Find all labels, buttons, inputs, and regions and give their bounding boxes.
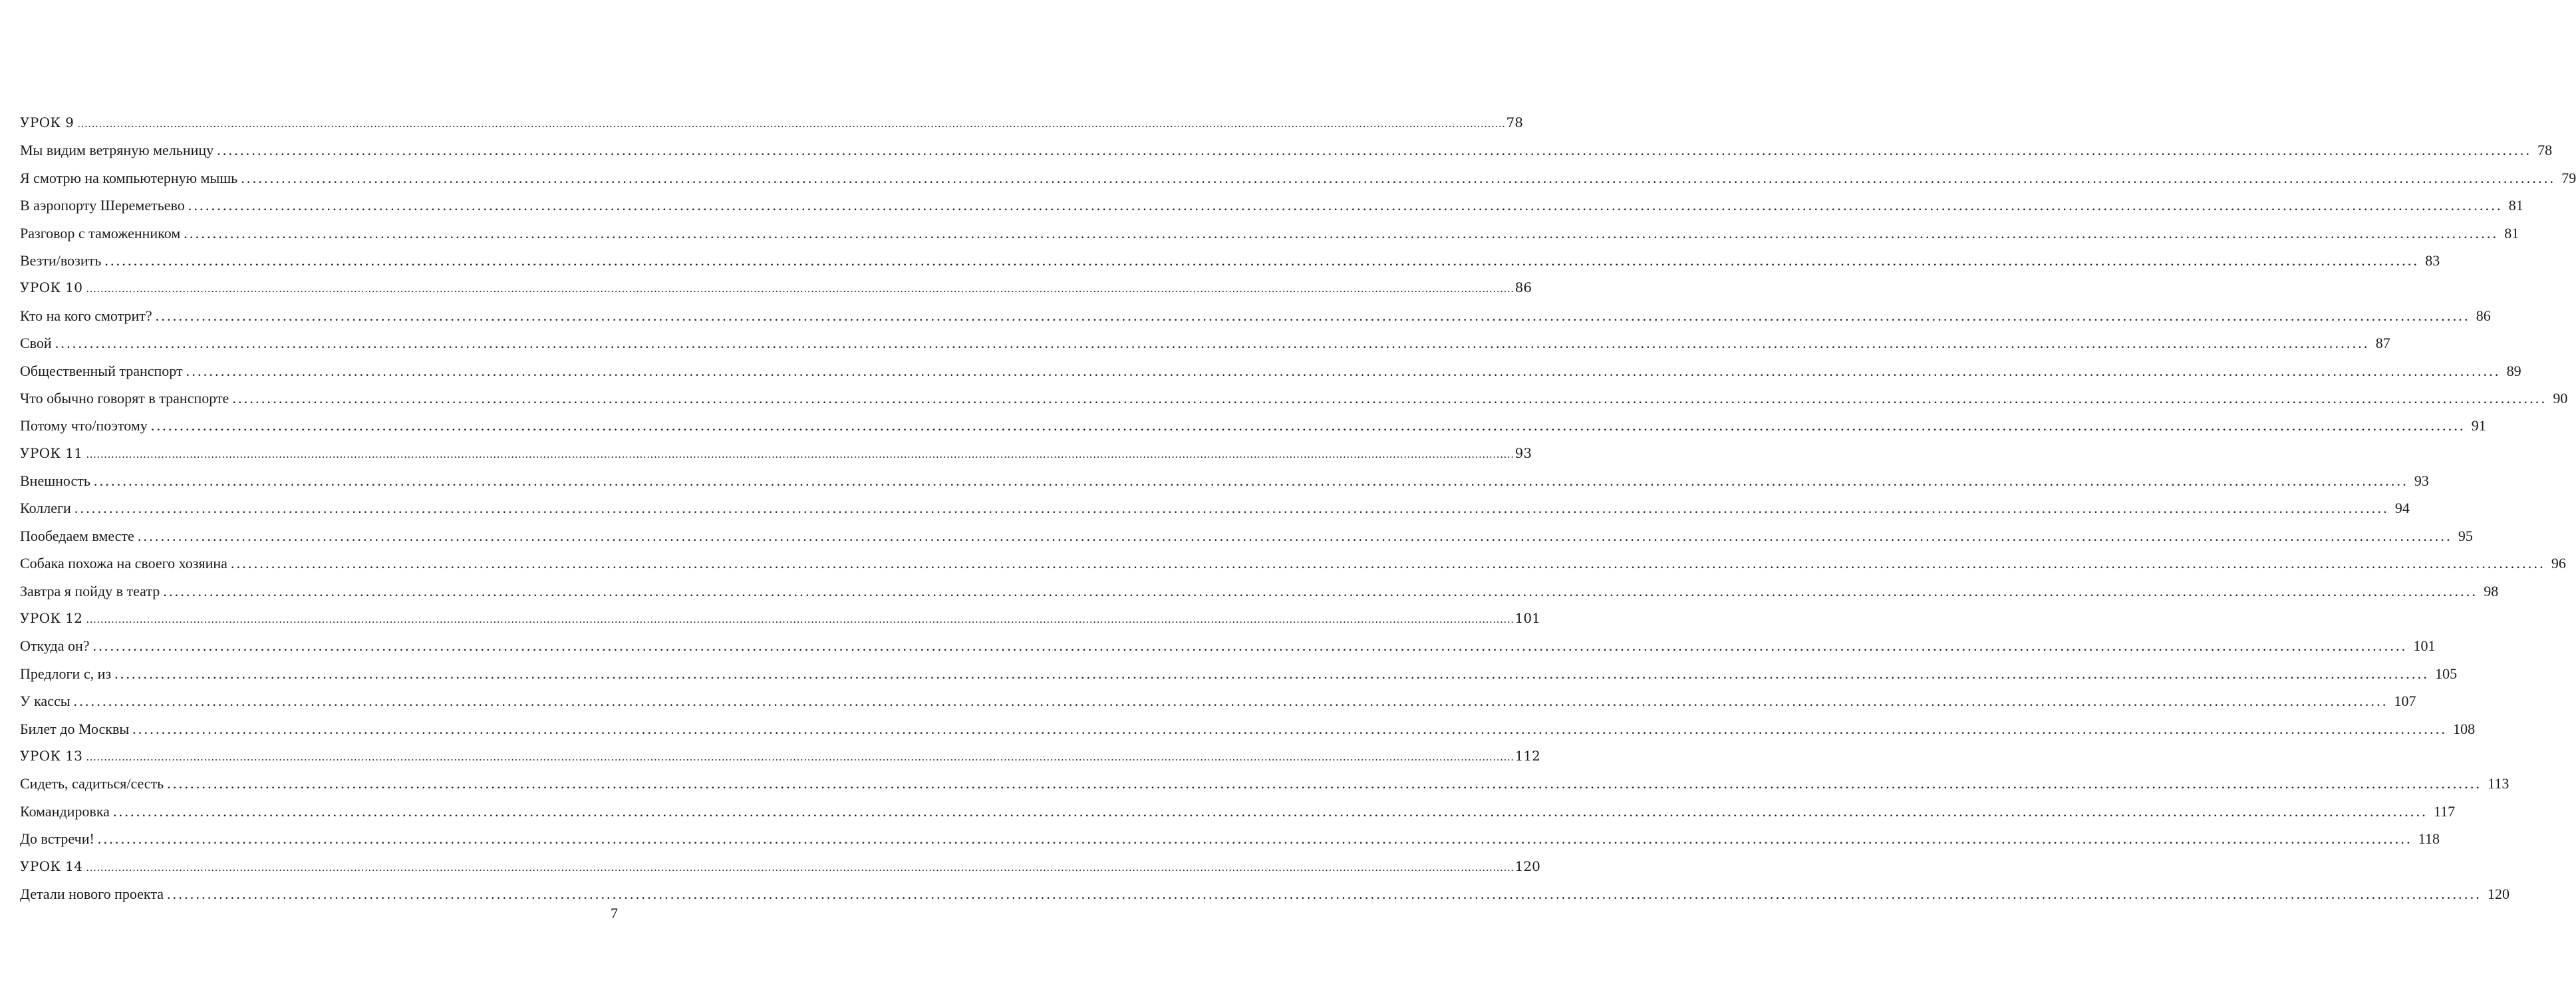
toc-entry-label: Командировка xyxy=(20,802,110,820)
toc-entry[interactable] xyxy=(20,550,2566,577)
toc-entry[interactable] xyxy=(20,274,1532,301)
toc-entry-page: 101 xyxy=(1514,610,1540,627)
toc-entry-label: Мы видим ветряную мельницу xyxy=(20,142,214,159)
toc-entry-label: УРОК 9 xyxy=(20,114,74,130)
dot-leader: ................................................................................................................................................................................................................................................................................................................................................................................................................ xyxy=(86,750,1514,763)
toc-entry[interactable] xyxy=(20,164,2576,192)
dot-leader: ................................................................................................................................................................................................................................................................................................................................................................................................................ xyxy=(86,448,1514,460)
dot-leader: ................................................................................................................................................................................................................................................................................................................................................................................................................ xyxy=(93,472,2408,490)
toc-entry[interactable] xyxy=(20,247,2440,274)
toc-entry-page: 107 xyxy=(2394,693,2416,710)
toc-entry-page: 98 xyxy=(2484,582,2499,599)
toc-entry-page: 113 xyxy=(2488,775,2509,792)
dot-leader: ................................................................................................................................................................................................................................................................................................................................................................................................................ xyxy=(188,197,2503,214)
dot-leader: ................................................................................................................................................................................................................................................................................................................................................................................................................ xyxy=(167,775,2482,792)
dot-leader: ................................................................................................................................................................................................................................................................................................................................................................................................................ xyxy=(137,527,2452,544)
toc-entry-page: 96 xyxy=(2551,555,2566,572)
dot-leader: ................................................................................................................................................................................................................................................................................................................................................................................................................ xyxy=(86,861,1514,874)
toc-entry-label: УРОК 13 xyxy=(20,747,83,764)
dot-leader: ................................................................................................................................................................................................................................................................................................................................................................................................................ xyxy=(114,665,2430,682)
dot-leader: ................................................................................................................................................................................................................................................................................................................................................................................................................ xyxy=(155,307,2470,324)
toc-entry[interactable] xyxy=(20,880,2509,908)
toc-entry-label: Откуда он? xyxy=(20,637,90,655)
toc-entry-page: 117 xyxy=(2433,802,2456,820)
dot-leader: ................................................................................................................................................................................................................................................................................................................................................................................................................ xyxy=(97,830,2412,848)
toc-entry-label: УРОК 14 xyxy=(20,858,83,874)
toc-entry[interactable] xyxy=(20,770,2509,797)
toc-entry-label: Свой xyxy=(20,335,52,352)
toc-entry[interactable] xyxy=(20,109,1523,136)
toc-entry-page: 101 xyxy=(2413,637,2436,655)
toc-entry-label: Внешность xyxy=(20,472,90,490)
toc-entry-label: Пообедаем вместе xyxy=(20,527,134,544)
toc-entry-page: 112 xyxy=(1514,747,1540,764)
toc-entry-label: Собака похожа на своего хозяина xyxy=(20,555,227,572)
toc-entry[interactable] xyxy=(20,357,2521,385)
toc-entry[interactable] xyxy=(20,853,1540,880)
dot-leader: ................................................................................................................................................................................................................................................................................................................................................................................................................ xyxy=(73,693,2388,710)
toc-entry[interactable] xyxy=(20,687,2416,715)
table-of-contents xyxy=(20,109,2576,908)
dot-leader: ................................................................................................................................................................................................................................................................................................................................................................................................................ xyxy=(186,362,2501,379)
toc-entry-page: 94 xyxy=(2394,500,2410,517)
toc-entry-page: 83 xyxy=(2425,251,2440,269)
dot-leader: ................................................................................................................................................................................................................................................................................................................................................................................................................ xyxy=(230,555,2545,572)
toc-entry[interactable] xyxy=(20,385,2568,412)
toc-entry-page: 90 xyxy=(2553,389,2568,407)
toc-entry[interactable] xyxy=(20,715,2476,743)
toc-entry-page: 108 xyxy=(2453,720,2476,737)
toc-entry-label: Потому что/поэтому xyxy=(20,417,148,434)
toc-entry-label: УРОК 10 xyxy=(20,279,83,296)
toc-entry-page: 81 xyxy=(2508,197,2523,214)
dot-leader: ................................................................................................................................................................................................................................................................................................................................................................................................................ xyxy=(184,224,2499,242)
toc-entry-page: 105 xyxy=(2435,665,2458,682)
toc-entry-page: 86 xyxy=(1514,279,1532,296)
toc-entry-label: Коллеги xyxy=(20,500,71,517)
toc-entry-page: 81 xyxy=(2504,224,2519,242)
toc-entry-label: Общественный транспорт xyxy=(20,362,183,379)
toc-entry[interactable] xyxy=(20,798,2456,825)
toc-entry-page: 86 xyxy=(2476,307,2491,324)
dot-leader: ................................................................................................................................................................................................................................................................................................................................................................................................................ xyxy=(112,802,2428,820)
toc-entry-page: 120 xyxy=(1514,858,1540,874)
dot-leader: ................................................................................................................................................................................................................................................................................................................................................................................................................ xyxy=(104,251,2420,269)
toc-entry-label: Что обычно говорят в транспорте xyxy=(20,389,229,407)
toc-entry[interactable] xyxy=(20,192,2523,219)
toc-entry-page: 78 xyxy=(2537,142,2553,159)
dot-leader: ................................................................................................................................................................................................................................................................................................................................................................................................................ xyxy=(86,283,1514,295)
toc-entry-label: Билет до Москвы xyxy=(20,720,130,737)
toc-entry-page: 78 xyxy=(1506,114,1523,130)
toc-entry-label: В аэропорту Шереметьево xyxy=(20,197,185,214)
dot-leader: ................................................................................................................................................................................................................................................................................................................................................................................................................ xyxy=(217,142,2532,159)
toc-entry-page: 93 xyxy=(2414,472,2429,490)
toc-entry-label: Я смотрю на компьютерную мышь xyxy=(20,169,238,186)
toc-entry[interactable] xyxy=(20,632,2436,659)
dot-leader: ................................................................................................................................................................................................................................................................................................................................................................................................................ xyxy=(150,417,2466,434)
toc-entry-label: УРОК 12 xyxy=(20,610,83,627)
toc-entry[interactable] xyxy=(20,302,2491,329)
toc-entry[interactable] xyxy=(20,494,2410,522)
toc-entry[interactable] xyxy=(20,136,2553,164)
toc-entry[interactable] xyxy=(20,743,1540,770)
toc-entry[interactable] xyxy=(20,660,2458,687)
dot-leader: ................................................................................................................................................................................................................................................................................................................................................................................................................ xyxy=(55,335,2370,352)
toc-entry-label: Разговор с таможенником xyxy=(20,224,181,242)
toc-entry[interactable] xyxy=(20,440,1532,467)
toc-entry-page: 89 xyxy=(2506,362,2521,379)
toc-entry-label: УРОК 11 xyxy=(20,444,83,461)
toc-entry-page: 91 xyxy=(2471,417,2486,434)
toc-entry[interactable] xyxy=(20,220,2519,247)
toc-entry-label: Везти/возить xyxy=(20,251,102,269)
toc-entry[interactable] xyxy=(20,329,2390,357)
dot-leader: ................................................................................................................................................................................................................................................................................................................................................................................................................ xyxy=(74,500,2389,517)
toc-entry-label: Сидеть, садиться/сесть xyxy=(20,775,164,792)
toc-entry-label: Детали нового проекта xyxy=(20,885,164,902)
toc-entry-label: Предлоги с, из xyxy=(20,665,112,682)
dot-leader: ................................................................................................................................................................................................................................................................................................................................................................................................................ xyxy=(232,389,2547,407)
dot-leader: ................................................................................................................................................................................................................................................................................................................................................................................................................ xyxy=(166,885,2482,902)
page-number: 7 xyxy=(611,905,618,921)
toc-entry-label: Завтра я пойду в театр xyxy=(20,582,160,599)
dot-leader: ................................................................................................................................................................................................................................................................................................................................................................................................................ xyxy=(92,637,2408,655)
toc-entry[interactable] xyxy=(20,412,2486,439)
toc-entry[interactable] xyxy=(20,467,2429,494)
dot-leader: ................................................................................................................................................................................................................................................................................................................................................................................................................ xyxy=(241,169,2556,186)
toc-entry-label: Кто на кого смотрит? xyxy=(20,307,152,324)
toc-entry-page: 93 xyxy=(1514,444,1532,461)
toc-entry[interactable] xyxy=(20,605,1540,632)
toc-entry-page: 79 xyxy=(2561,169,2576,186)
toc-entry[interactable] xyxy=(20,522,2473,550)
toc-entry-page: 120 xyxy=(2487,885,2509,902)
toc-entry-label: У кассы xyxy=(20,693,71,710)
toc-entry-page: 118 xyxy=(2418,830,2440,848)
dot-leader: ................................................................................................................................................................................................................................................................................................................................................................................................................ xyxy=(86,613,1514,626)
toc-entry-page: 95 xyxy=(2458,527,2473,544)
dot-leader: ................................................................................................................................................................................................................................................................................................................................................................................................................ xyxy=(132,720,2448,737)
dot-leader: ................................................................................................................................................................................................................................................................................................................................................................................................................ xyxy=(77,118,1506,130)
dot-leader: ................................................................................................................................................................................................................................................................................................................................................................................................................ xyxy=(163,582,2478,599)
toc-entry-page: 87 xyxy=(2375,335,2390,352)
toc-entry-label: До встречи! xyxy=(20,830,94,848)
toc-entry[interactable] xyxy=(20,825,2440,852)
toc-entry[interactable] xyxy=(20,578,2499,605)
